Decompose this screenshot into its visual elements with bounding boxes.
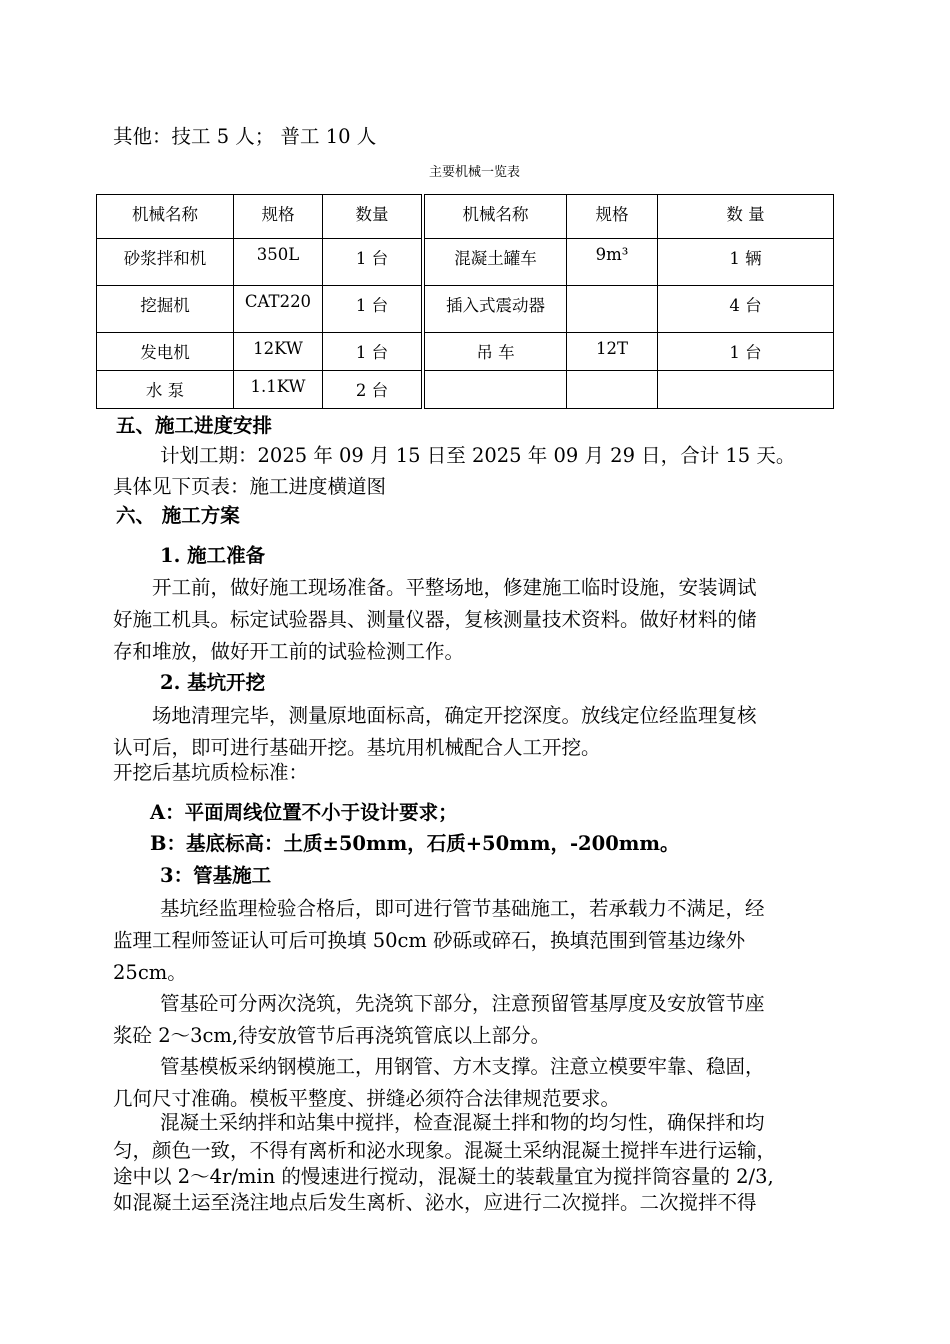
paragraph-line: 开工前，做好施工现场准备。平整场地，修建施工临时设施，安装调试 xyxy=(152,576,757,599)
table-cell: 水 泵 xyxy=(97,371,234,409)
header-cell: 规格 xyxy=(234,195,323,239)
paragraph-line: 几何尺寸准确。模板平整度、拼缝必须符合法律规范要求。 xyxy=(113,1087,621,1110)
schedule-ref-line: 具体见下页表：施工进度横道图 xyxy=(113,475,387,498)
header-cell: 数 量 xyxy=(658,195,834,239)
paragraph-line: 场地清理完毕，测量原地面标高，确定开挖深度。放线定位经监理复核 xyxy=(152,704,757,727)
paragraph-line: 管基模板采纳钢模施工，用钢管、方木支撑。注意立模要牢靠、稳固， xyxy=(160,1055,765,1078)
paragraph-line: 管基砼可分两次浇筑，先浇筑下部分，注意预留管基厚度及安放管节座 xyxy=(160,992,765,1015)
table-cell: 插入式震动器 xyxy=(425,286,567,333)
staff-line: 其他：技工 5 人； 普工 10 人 xyxy=(113,125,377,148)
table-header-row xyxy=(97,195,834,239)
table-cell: 混凝土罐车 xyxy=(425,239,567,286)
table-row xyxy=(97,239,834,286)
paragraph-line: 好施工机具。标定试验器具、测量仪器，复核测量技术资料。做好材料的储 xyxy=(113,608,757,631)
paragraph-line: 监理工程师签证认可后可换填 50cm 砂砾或碎石，换填范围到管基边缘外 xyxy=(113,929,746,952)
table-cell: 挖掘机 xyxy=(97,286,234,333)
table-cell: 发电机 xyxy=(97,333,234,371)
table-cell xyxy=(425,371,567,409)
paragraph-line: 认可后，即可进行基础开挖。基坑用机械配合人工开挖。 xyxy=(113,736,601,759)
table-cell xyxy=(567,371,658,409)
table-cell: 1.1KW xyxy=(234,371,323,409)
table-cell: 砂浆拌和机 xyxy=(97,239,234,286)
paragraph-line: 存和堆放，做好开工前的试验检测工作。 xyxy=(113,640,465,663)
paragraph-line: 匀，颜色一致，不得有离析和泌水现象。混凝土采纳混凝土搅拌车进行运输， xyxy=(113,1139,777,1162)
table-cell: 12KW xyxy=(234,333,323,371)
subsection-title: 3：管基施工 xyxy=(160,864,272,887)
table-row xyxy=(97,333,834,371)
table-cell: 1 台 xyxy=(323,333,422,371)
table-cell: CAT220 xyxy=(234,286,323,333)
paragraph-line: 浆砼 2～3cm,待安放管节后再浇筑管底以上部分。 xyxy=(113,1024,551,1047)
table-cell: 350L xyxy=(234,239,323,286)
standard-a: A：平面周线位置不小于设计要求； xyxy=(150,801,458,824)
table-cell xyxy=(567,286,658,333)
table-row xyxy=(97,371,834,409)
table-cell: 吊 车 xyxy=(425,333,567,371)
paragraph-line: 基坑经监理检验合格后，即可进行管节基础施工，若承载力不满足，经 xyxy=(160,897,765,920)
table-cell: 1 辆 xyxy=(658,239,834,286)
section5-title: 五、施工进度安排 xyxy=(116,414,273,437)
paragraph-line: 混凝土采纳拌和站集中搅拌，检查混凝土拌和物的均匀性，确保拌和均 xyxy=(160,1111,765,1134)
table-cell: 1 台 xyxy=(323,286,422,333)
section6-title: 六、 施工方案 xyxy=(116,504,240,527)
header-cell: 规格 xyxy=(567,195,658,239)
subsection-title: 1. 施工准备 xyxy=(160,544,266,567)
subsection-title: 2. 基坑开挖 xyxy=(160,671,266,694)
table-cell: 12T xyxy=(567,333,658,371)
machinery-table xyxy=(96,194,834,409)
table-cell: 1 台 xyxy=(323,239,422,286)
header-cell: 机械名称 xyxy=(425,195,567,239)
paragraph-line: 途中以 2～4r/min 的慢速进行搅动，混凝土的装载量宜为搅拌筒容量的 2/3, xyxy=(113,1165,774,1188)
table-row xyxy=(97,286,834,333)
header-cell: 机械名称 xyxy=(97,195,234,239)
table-cell xyxy=(658,371,834,409)
table-cell: 1 台 xyxy=(658,333,834,371)
schedule-line: 计划工期：2025 年 09 月 15 日至 2025 年 09 月 29 日，合计 15 天。 xyxy=(160,444,796,467)
table-cell: 9m³ xyxy=(567,239,658,286)
paragraph-line: 如混凝土运至浇注地点后发生离析、泌水，应进行二次搅拌。二次搅拌不得 xyxy=(113,1191,757,1214)
standard-b: B：基底标高：土质±50mm，石质+50mm，-200mm。 xyxy=(150,832,680,855)
table-cell: 2 台 xyxy=(323,371,422,409)
table-caption: 主要机械一览表 xyxy=(429,165,521,180)
paragraph-line: 开挖后基坑质检标准： xyxy=(113,761,309,784)
table-cell: 4 台 xyxy=(658,286,834,333)
paragraph-line: 25cm。 xyxy=(113,961,187,984)
header-cell: 数量 xyxy=(323,195,422,239)
